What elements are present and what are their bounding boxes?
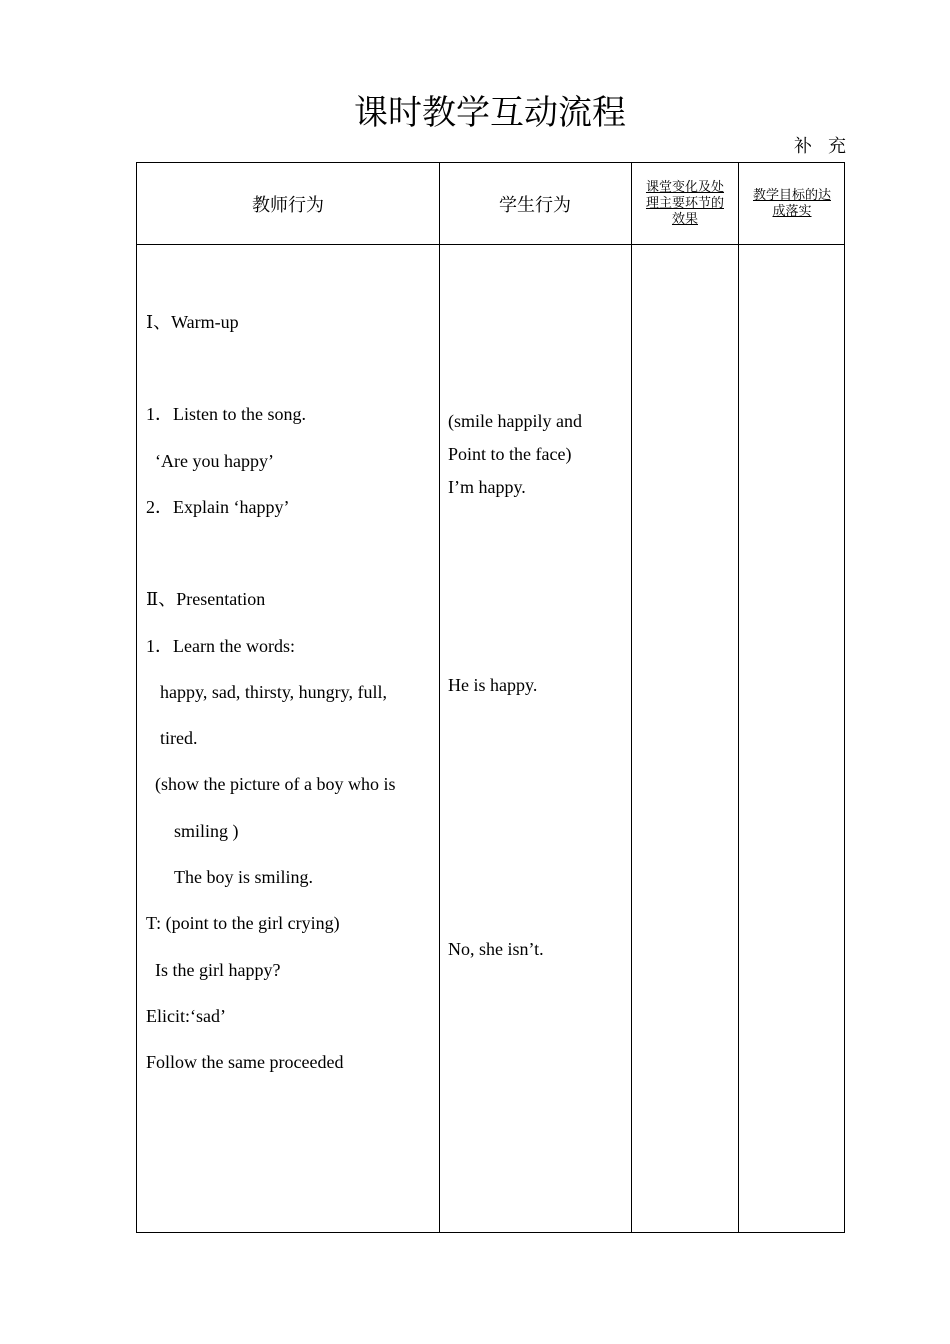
teacher-line: The boy is smiling.: [174, 867, 313, 887]
header-teaching-goals: 教学目标的达成落实: [752, 187, 831, 219]
header-divider: [137, 244, 844, 245]
student-line: He is happy.: [448, 675, 538, 695]
student-line: Point to the face): [448, 444, 572, 464]
student-line: I’m happy.: [448, 477, 526, 497]
teacher-line: 1．Listen to the song.: [146, 404, 306, 424]
section-presentation: Ⅱ、Presentation: [146, 589, 266, 609]
page-title: 课时教学互动流程: [354, 93, 626, 133]
interaction-table: [136, 162, 845, 1233]
supplement-label: 补充: [794, 136, 862, 157]
teacher-line: Follow the same proceeded: [146, 1052, 344, 1072]
column-divider: [738, 163, 739, 1232]
teacher-line: T: (point to the girl crying): [146, 913, 340, 933]
teacher-line: 1．Learn the words:: [146, 636, 295, 656]
student-line: (smile happily and: [448, 411, 582, 431]
teacher-line: happy, sad, thirsty, hungry, full,: [160, 682, 387, 702]
header-classroom-changes: 课堂变化及处理主要环节的效果: [645, 179, 724, 227]
teacher-line: tired.: [160, 728, 198, 748]
teacher-line: 2．Explain ‘happy’: [146, 497, 290, 517]
teacher-line: (show the picture of a boy who is: [155, 774, 396, 794]
student-line: No, she isn’t.: [448, 939, 544, 959]
teacher-line: Elicit:‘sad’: [146, 1006, 226, 1026]
teacher-line: Is the girl happy?: [155, 960, 281, 980]
teacher-line: ‘Are you happy’: [155, 451, 274, 471]
column-divider: [631, 163, 632, 1232]
column-divider: [439, 163, 440, 1232]
section-warm-up: Ⅰ、Warm-up: [146, 312, 239, 332]
header-student-behavior: 学生行为: [499, 194, 571, 216]
header-teacher-behavior: 教师行为: [252, 194, 324, 216]
teacher-line: smiling ): [174, 821, 239, 841]
